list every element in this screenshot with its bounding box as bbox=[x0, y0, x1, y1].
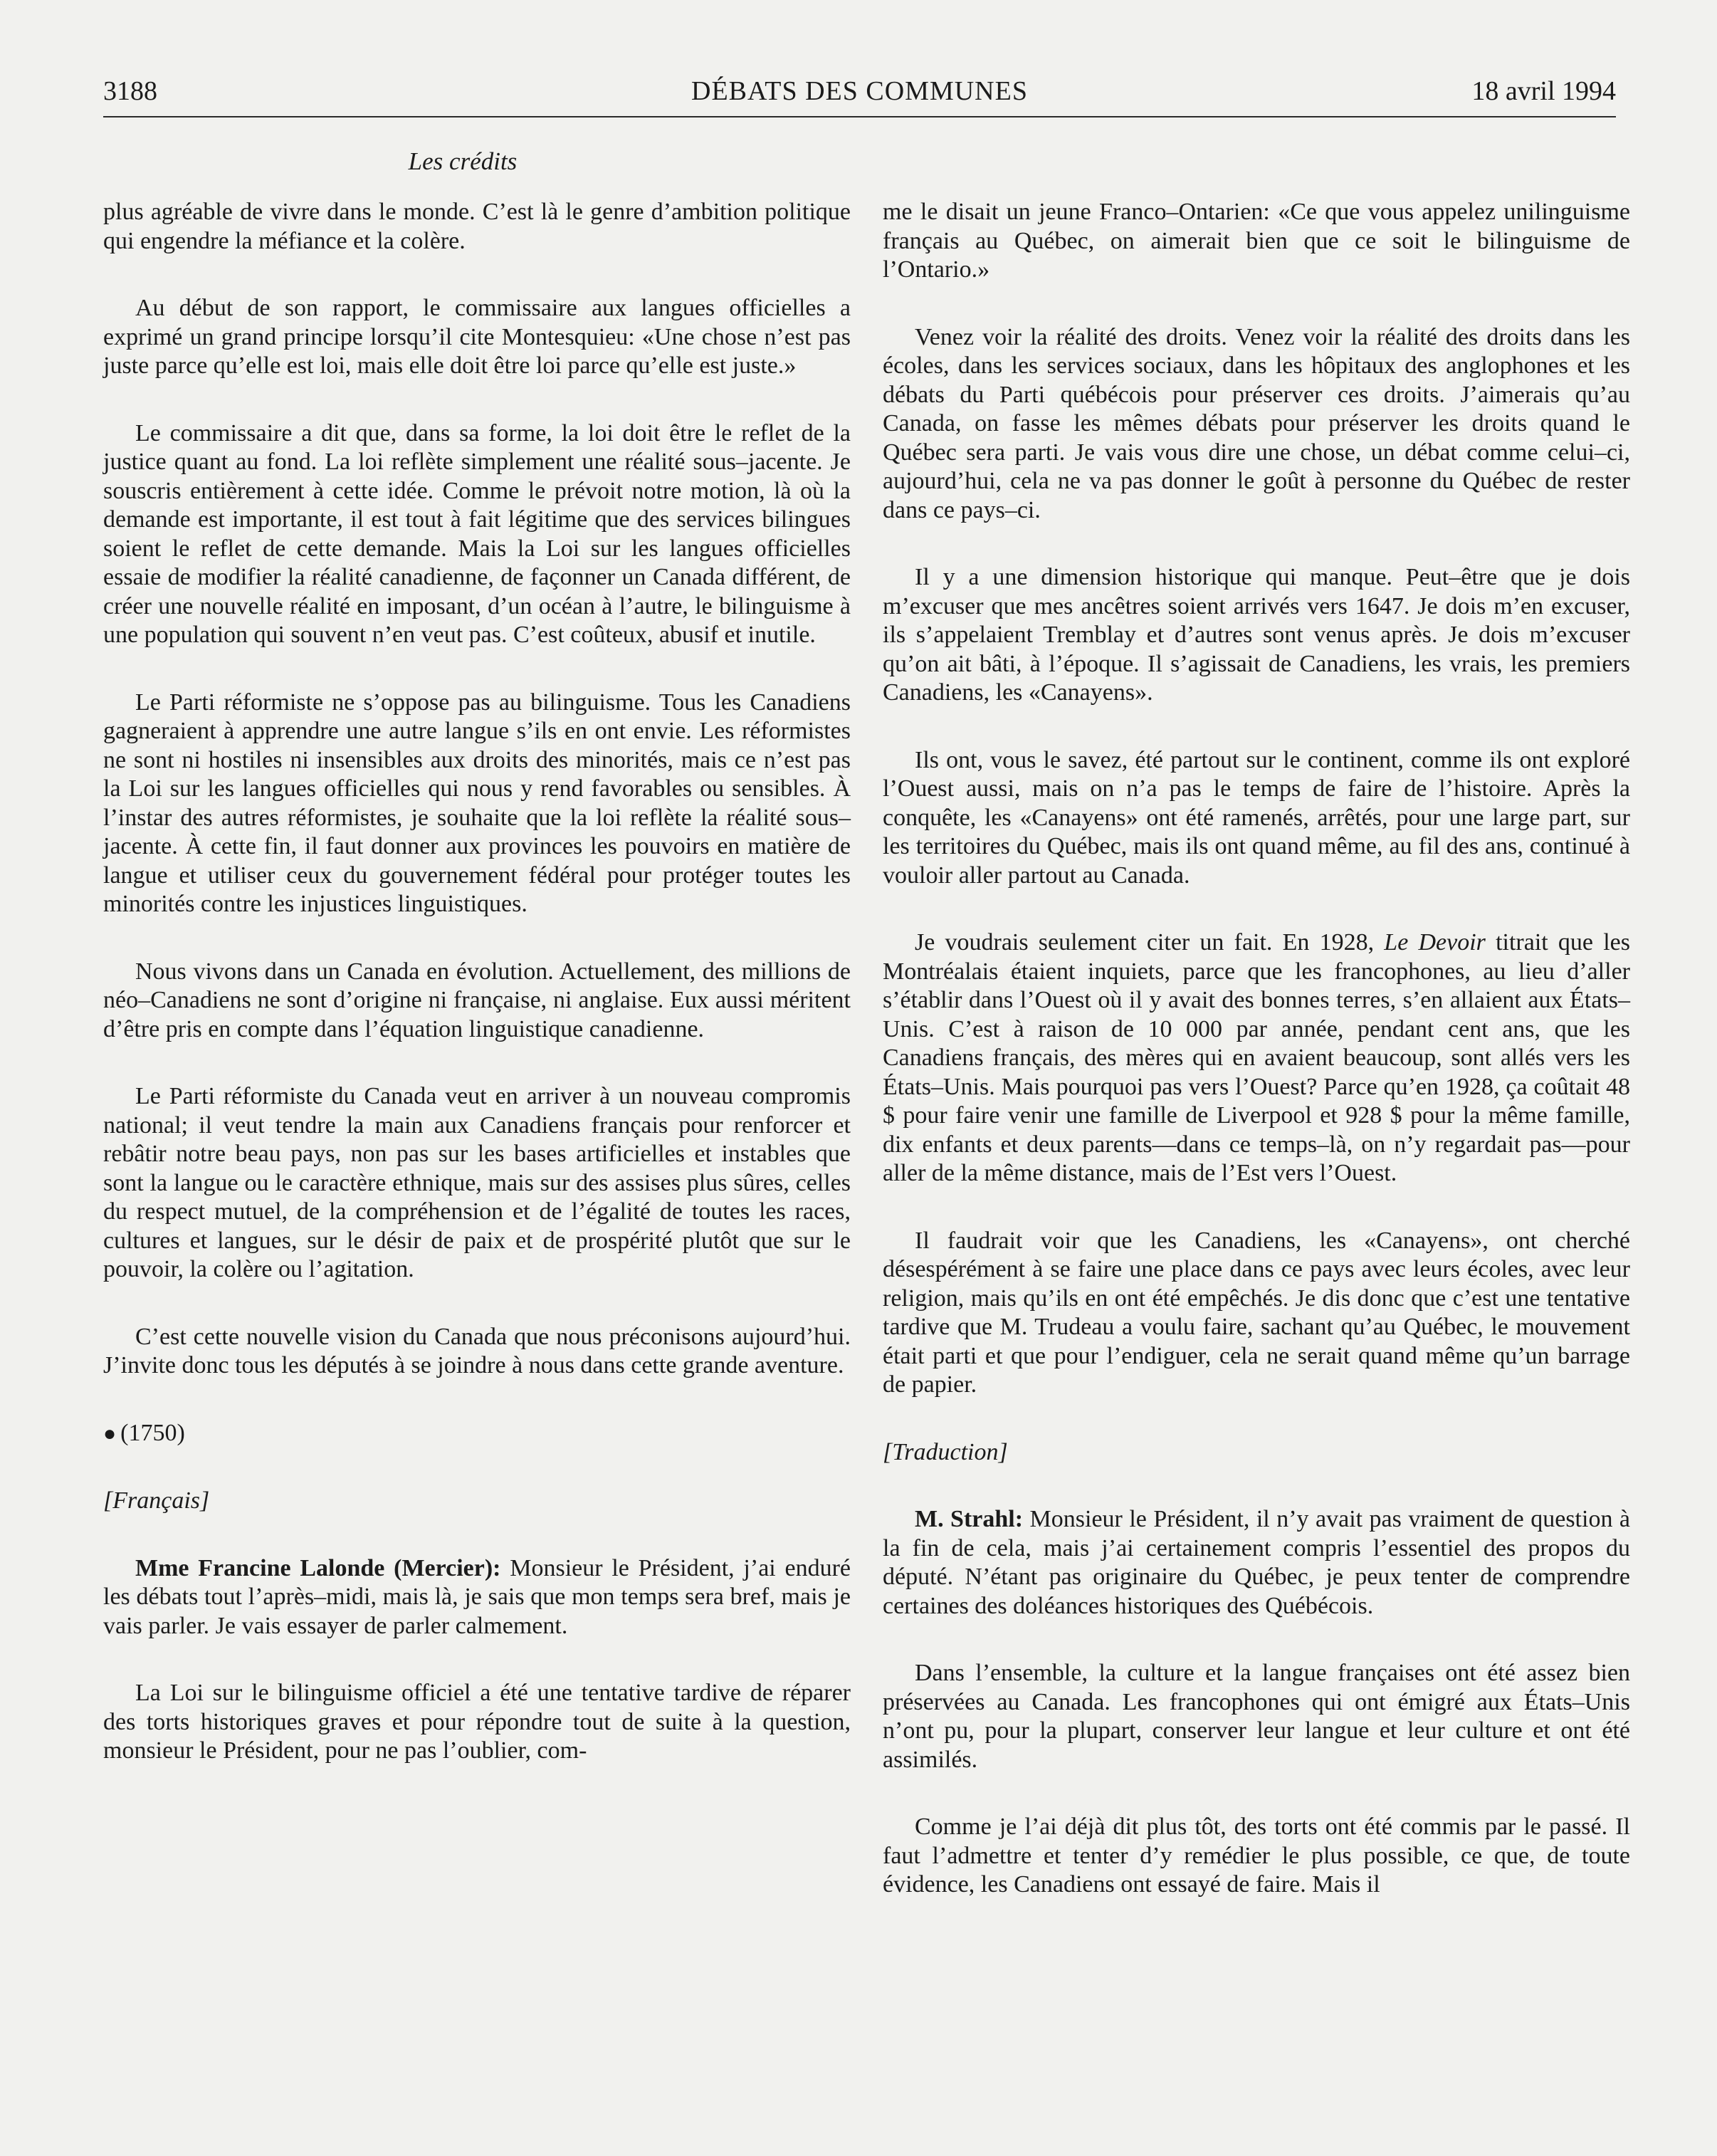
speech-text: Monsieur le Président, il n’y avait pas vraiment de question à la fin de cela, mais j’ai certainement compris l’essentiel des propos du député. N’étant pas originaire du Québec, je peux tenter de comprendre certaines des doléances historiques des Québécois. bbox=[883, 1506, 1631, 1619]
paragraph-text: titrait que les Montréalais étaient inquiets, parce que les francophones, au lieu d’aller s’établir dans l’Ouest où il y avait des bonnes terres, s’en allaient aux États–Unis. C’est à raison de 10 000 par année, pendant cent ans, que les Canadiens français, des mères qui en avaient beaucoup, sont allés vers les États–Unis. Mais pourquoi pas vers l’Ouest? Parce qu’en 1928, ça coûtait 48 $ pour faire venir une famille de Liverpool et 928 $ pour la même famille, dix enfants et deux parents—dans ce temps–là, on n’y regardait pas—pour aller de la même distance, mais de l’Est vers l’Ouest. bbox=[883, 929, 1630, 1186]
paragraph: Venez voir la réalité des droits. Venez voir la réalité des droits dans les écoles, dans les services sociaux, dans les hôpitaux des anglophones et les débats du Parti québécois pour préserver ces droits. J’aimerais qu’au Canada, on fasse les mêmes débats pour préserver les droits quand le Québec sera parti. Je vais vous dire une chose, un débat comme celui–ci, aujourd’hui, cela ne va pas donner le goût à personne du Québec de rester dans ce pays–ci. bbox=[883, 323, 1630, 523]
bullet-icon: ● bbox=[103, 1421, 117, 1445]
newspaper-title: Le Devoir bbox=[1384, 929, 1486, 956]
paragraph bbox=[883, 1505, 1630, 1621]
paragraph-text: Je voudrais seulement citer un fait. En 1928, bbox=[915, 929, 1385, 956]
paragraph: Dans l’ensemble, la culture et la langue françaises ont été assez bien préservées au Canada. Les francophones qui ont émigré aux États–Unis n’ont pu, pour la plupart, conserver leur langue et leur culture et ont été assimilés. bbox=[883, 1660, 1630, 1773]
speaker-name: Mme Francine Lalonde (Mercier): bbox=[135, 1554, 501, 1581]
speaker-name: M. Strahl: bbox=[915, 1506, 1024, 1532]
paragraph: Ils ont, vous le savez, été partout sur le continent, comme ils ont exploré l’Ouest aussi, mais on n’a pas le temps de faire de l’histoire. Après la conquête, les «Canayens» ont été ramenés, arrêtés, pour une large part, sur les territoires du Québec, mais ils ont quand même, au fil des ans, continué à vouloir aller partout au Canada. bbox=[883, 746, 1630, 889]
publication-date: 18 avril 1994 bbox=[1471, 76, 1616, 106]
paragraph: Nous vivons dans un Canada en évolution. Actuellement, des millions de néo–Canadiens ne sont d’origine ni française, ni anglaise. Eux aussi méritent d’être pris en compte dans l’équation linguistique canadienne. bbox=[103, 958, 851, 1042]
paragraph: Le Parti réformiste du Canada veut en arriver à un nouveau compromis national; il veut tendre la main aux Canadiens français pour renforcer et rebâtir notre beau pays, non pas sur les bases artificielles et instables que sont la langue ou le caractère ethnique, mais sur des assises plus sûres, celles du respect mutuel, de la compréhension et de l’égalité de toutes les races, cultures et langues, sur le désir de paix et de prospérité plutôt que sur le pouvoir, la colère ou l’agitation. bbox=[103, 1083, 851, 1282]
paragraph: Comme je l’ai déjà dit plus tôt, des torts ont été commis par le passé. Il faut l’admettre et tenter d’y remédier le plus possible, ce que, de toute évidence, les Canadiens ont essayé de faire. Mais il bbox=[883, 1814, 1630, 1898]
language-tag: [Traduction] bbox=[883, 1438, 1008, 1465]
section-title: Les crédits bbox=[408, 147, 518, 175]
language-tag: [Français] bbox=[103, 1487, 210, 1514]
paragraph: Il y a une dimension historique qui manque. Peut–être que je dois m’excuser que mes ancêtres soient arrivés vers 1647. Je dois m’en excuser, ils s’appelaient Tremblay et d’autres sont venus après. Je dois m’excuser qu’on ait bâti, à l’époque. Il s’agissait de Canadiens, les vrais, les premiers Canadiens, les «Canayens». bbox=[883, 564, 1630, 706]
paragraph: Il faudrait voir que les Canadiens, les «Canayens», ont cherché désespérément à se faire une place dans ce pays avec leurs écoles, avec leur religion, mais qu’ils en ont été empêchés. Je dis donc que c’est une tentative tardive que M. Trudeau a voulu faire, sachant qu’au Québec, le mouvement était parti et que pour l’endiguer, cela ne serait quand même qu’un barrage de papier. bbox=[883, 1227, 1630, 1398]
paragraph: me le disait un jeune Franco–Ontarien: «Ce que vous appelez unilinguisme français au Québec, on aimerait bien que ce soit le bilinguisme de l’Ontario.» bbox=[883, 199, 1630, 283]
right-column bbox=[883, 198, 1630, 1938]
paragraph bbox=[883, 928, 1630, 1188]
left-column bbox=[103, 198, 851, 1804]
time-marker-text: (1750) bbox=[120, 1419, 185, 1446]
header-rule bbox=[103, 116, 1616, 117]
page-header bbox=[103, 71, 1616, 114]
paragraph: C’est cette nouvelle vision du Canada que nous préconisons aujourd’hui. J’invite donc tous les députés à se joindre à nous dans cette grande aventure. bbox=[103, 1323, 851, 1378]
time-marker bbox=[103, 1419, 851, 1449]
paragraph: plus agréable de vivre dans le monde. C’est là le genre d’ambition politique qui engendre la méfiance et la colère. bbox=[103, 199, 851, 254]
paragraph: Le Parti réformiste ne s’oppose pas au bilinguisme. Tous les Canadiens gagneraient à apprendre une autre langue s’ils en ont envie. Les réformistes ne sont ni hostiles ni insensibles aux droits des minorités, mais ce n’est pas la Loi sur les langues officielles qui nous y rend favorables ou sensibles. À l’instar des autres réformistes, je souhaite que la loi reflète la réalité sous–jacente. À cette fin, il faut donner aux provinces les pouvoirs en matière de langue et utiliser ceux du gouvernement fédéral pour protéger toutes les minorités contre les injustices linguistiques. bbox=[103, 689, 851, 917]
paragraph bbox=[103, 1554, 851, 1641]
speech-text: Monsieur le Président, j’ai enduré les débats tout l’après–midi, mais là, je sais que mon temps sera bref, mais je vais parler. Je vais essayer de parler calmement. bbox=[103, 1554, 851, 1639]
publication-title: DÉBATS DES COMMUNES bbox=[691, 76, 1028, 106]
page-number: 3188 bbox=[103, 76, 157, 106]
paragraph: Le commissaire a dit que, dans sa forme, la loi doit être le reflet de la justice quant au fond. La loi reflète simplement une réalité sous–jacente. Je souscris entièrement à cette idée. Comme le prévoit notre motion, là où la demande est importante, il est tout à fait légitime que des services bilingues soient le reflet de cette demande. Mais la Loi sur les langues officielles essaie de modifier la réalité canadienne, de façonner un Canada différent, de créer une nouvelle réalité en imposant, d’un océan à l’autre, le bilinguisme à une population qui souvent n’en veut pas. C’est coûteux, abusif et inutile. bbox=[103, 419, 851, 648]
paragraph: Au début de son rapport, le commissaire aux langues officielles a exprimé un grand principe lorsqu’il cite Montesquieu: «Une chose n’est pas juste parce qu’elle est loi, mais elle doit être loi parce qu’elle est juste.» bbox=[103, 295, 851, 379]
paragraph: La Loi sur le bilinguisme officiel a été une tentative tardive de réparer des torts historiques graves et pour répondre tout de suite à la question, monsieur le Président, pour ne pas l’oublier, com- bbox=[103, 1680, 851, 1764]
